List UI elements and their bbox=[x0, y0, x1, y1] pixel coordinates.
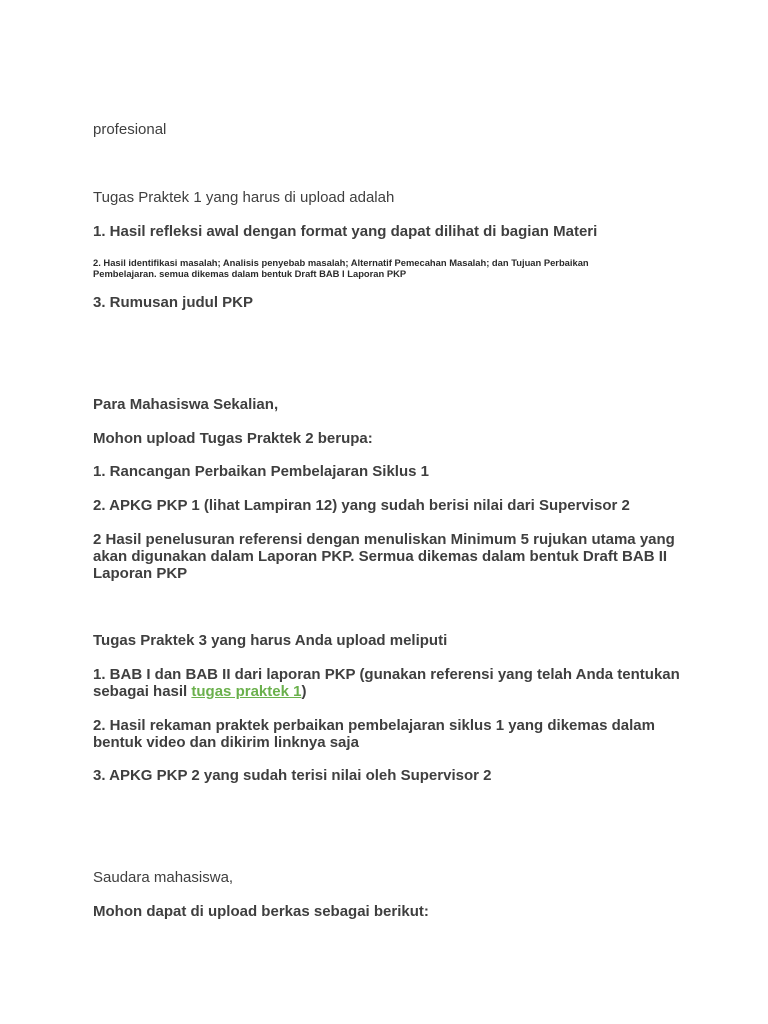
tugas-praktek-1-heading: Tugas Praktek 1 yang harus di upload adalah bbox=[93, 189, 395, 206]
tugas-praktek-1-link[interactable]: tugas praktek 1 bbox=[191, 683, 302, 700]
tugas-2-item-1: 1. Rancangan Perbaikan Pembelajaran Siklus 1 bbox=[93, 463, 429, 480]
tugas-3-item-2: 2. Hasil rekaman praktek perbaikan pembelajaran siklus 1 yang dikemas dalam bentuk video dan dikirim linknya saja bbox=[93, 717, 655, 751]
upload-berkas-intro: Mohon dapat di upload berkas sebagai berikut: bbox=[93, 903, 429, 920]
tugas-3-item-3: 3. APKG PKP 2 yang sudah terisi nilai oleh Supervisor 2 bbox=[93, 767, 492, 784]
saudara-mahasiswa-greeting: Saudara mahasiswa, bbox=[93, 869, 234, 886]
tugas-praktek-2-intro: Mohon upload Tugas Praktek 2 berupa: bbox=[93, 430, 373, 447]
para-mahasiswa-greeting: Para Mahasiswa Sekalian, bbox=[93, 396, 279, 413]
tugas-3-item-1-text: 1. BAB I dan BAB II dari laporan PKP (gunakan referensi yang telah Anda tentukan sebagai hasil bbox=[93, 666, 680, 700]
tugas-3-item-1 bbox=[93, 666, 683, 700]
text-profesional: profesional bbox=[93, 121, 167, 138]
tugas-1-item-1: 1. Hasil refleksi awal dengan format yang dapat dilihat di bagian Materi bbox=[93, 223, 598, 240]
tugas-praktek-3-heading: Tugas Praktek 3 yang harus Anda upload meliputi bbox=[93, 632, 448, 649]
tugas-2-item-2: 2. APKG PKP 1 (lihat Lampiran 12) yang sudah berisi nilai dari Supervisor 2 bbox=[93, 497, 630, 514]
tugas-3-item-1-suffix: ) bbox=[301, 683, 307, 700]
tugas-2-item-3: 2 Hasil penelusuran referensi dengan menuliskan Minimum 5 rujukan utama yang akan digunakan dalam Laporan PKP. Sermua dikemas dalam bentuk Draft BAB II Laporan PKP bbox=[93, 531, 675, 582]
tugas-1-item-3: 3. Rumusan judul PKP bbox=[93, 294, 254, 311]
tugas-1-item-2: 2. Hasil identifikasi masalah; Analisis penyebab masalah; Alternatif Pemecahan Masalah; dan Tujuan Perbaikan Pembelajaran. semua dikemas dalam bentuk Draft BAB I Laporan PKP bbox=[93, 257, 589, 279]
